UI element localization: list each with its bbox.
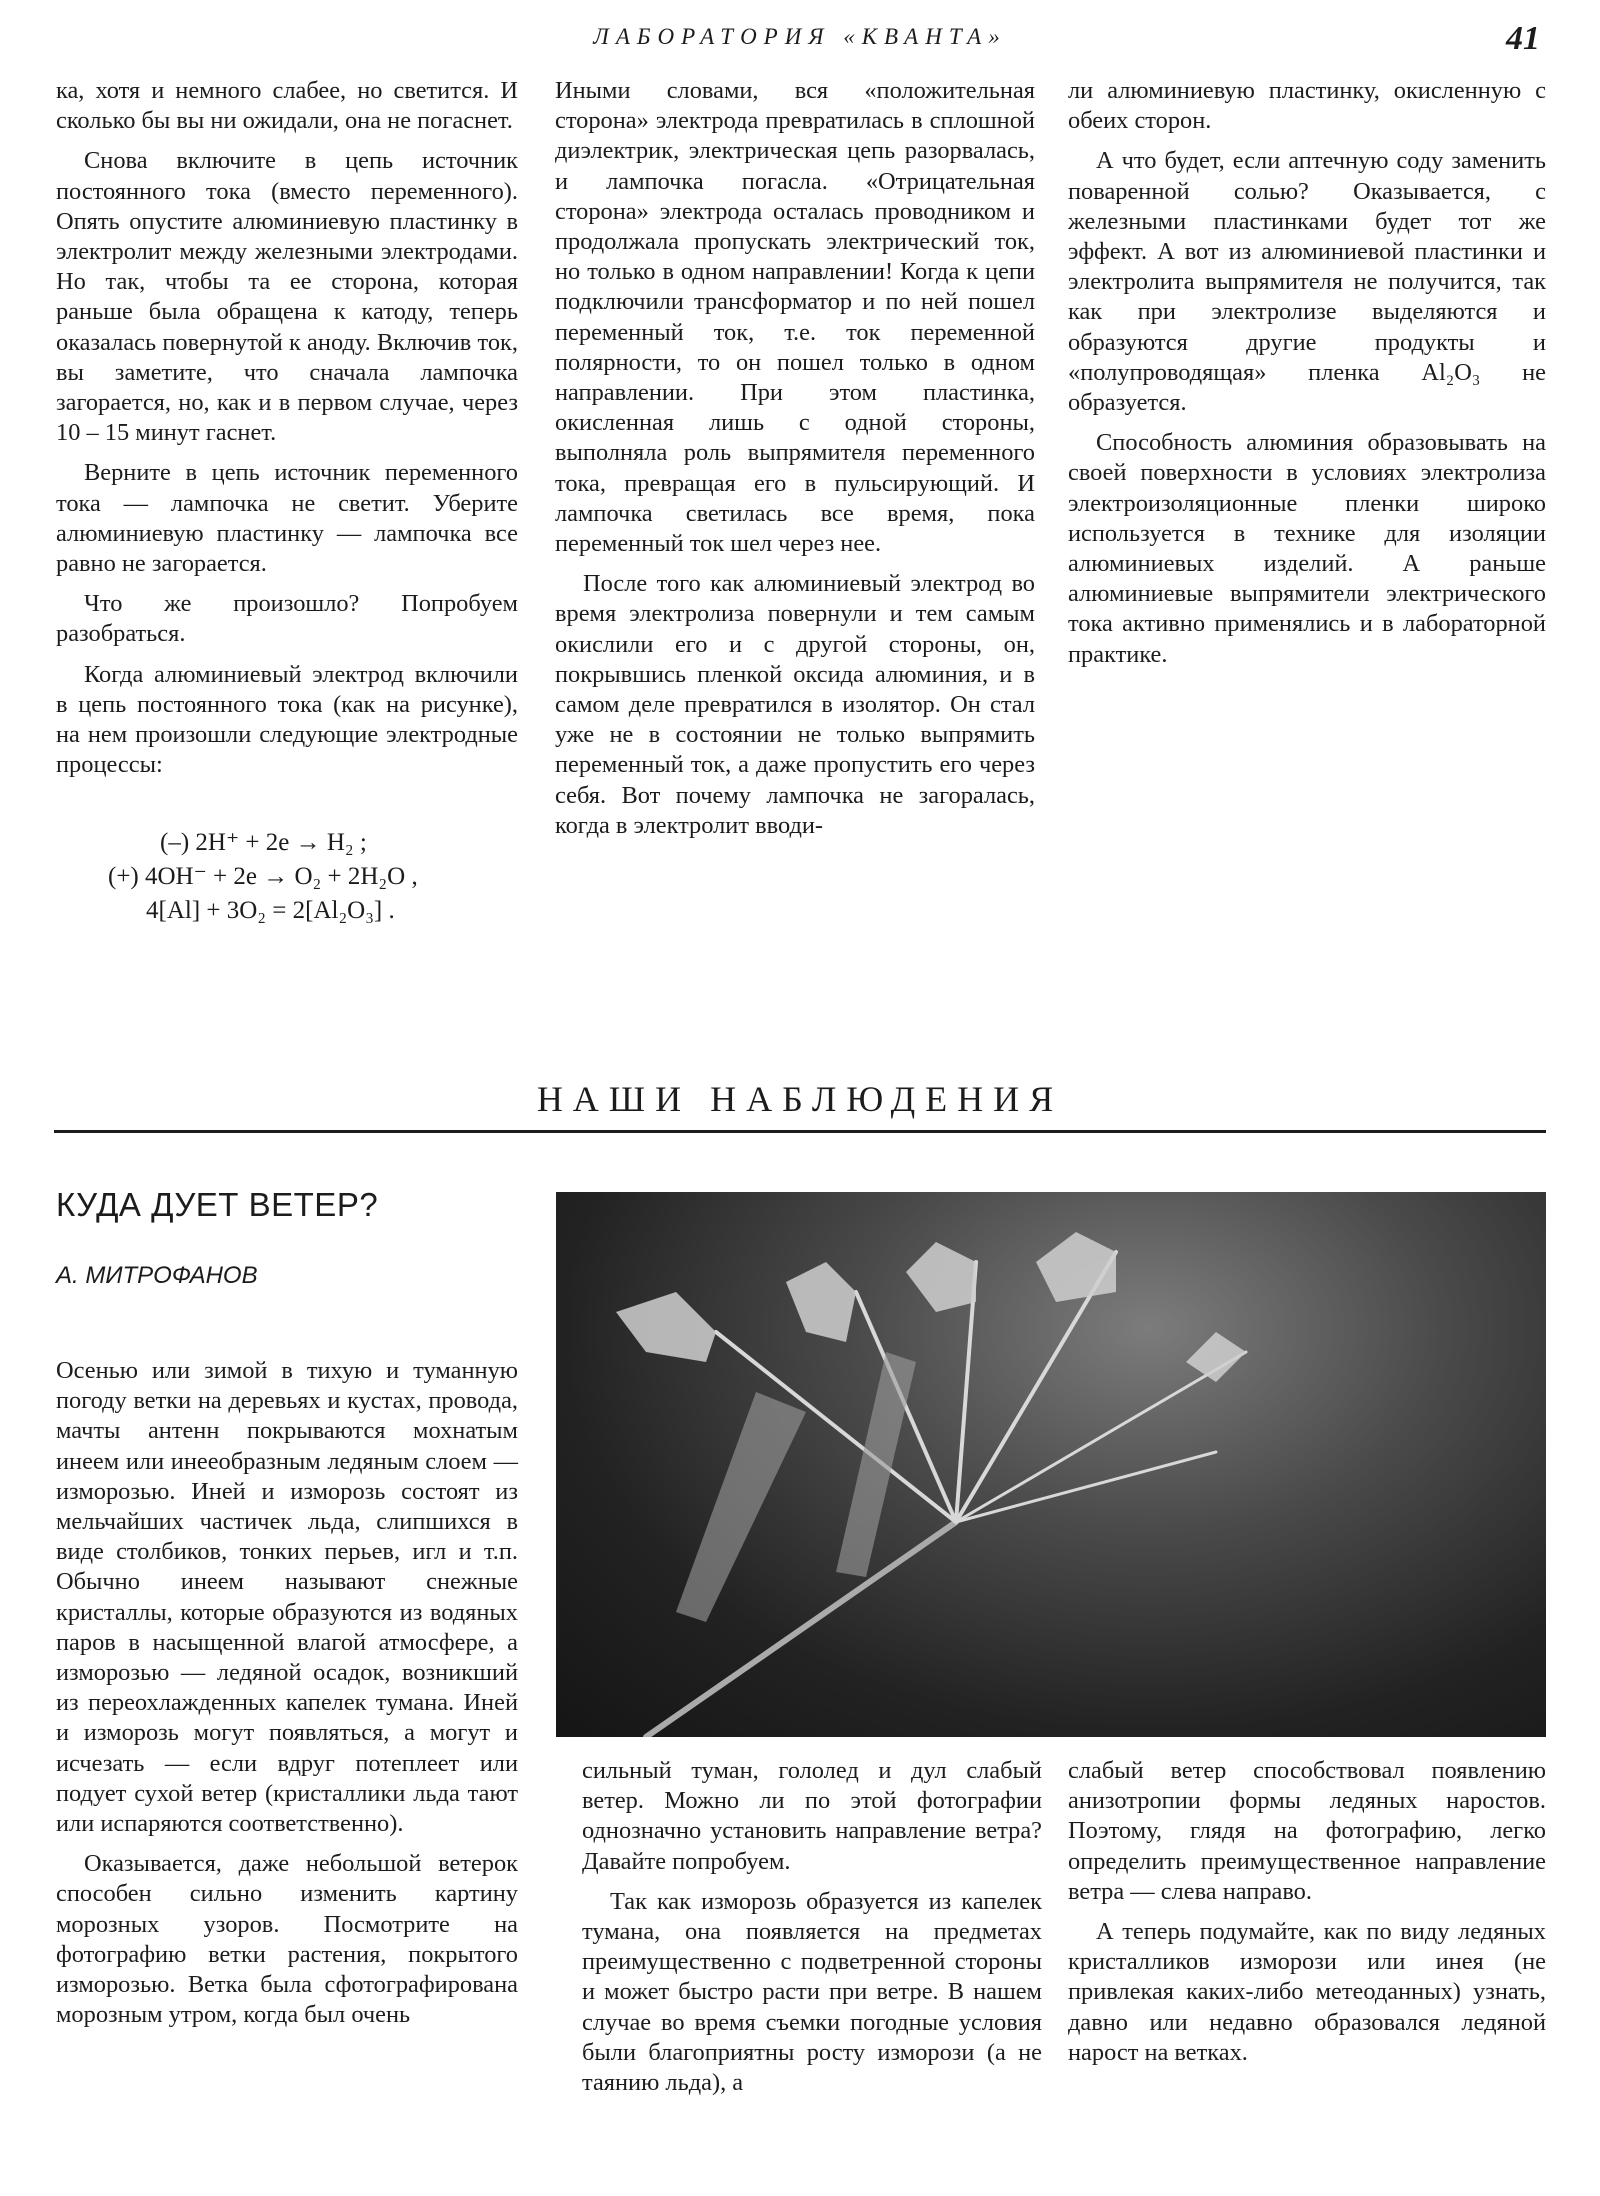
paragraph: Что же произошло? Попробуем разобраться. [56, 590, 518, 648]
paragraph: А теперь подумайте, как по виду ледяных кристалликов изморози или инея (не привлекая каких-либо метеоданных) узнать, давно или недавно образовался ледяной нарост на ветках. [1068, 1918, 1546, 2066]
article-column-2 [582, 1756, 1042, 2108]
paragraph: слабый ветер способствовал появлению анизотропии формы ледяных наростов. Поэтому, глядя на фотографию, легко определить преимущественное направление ветра — слева направо. [1068, 1757, 1546, 1905]
equation-anode: (+) 4OH⁻ + 2e → O₂ + 2H₂O , [108, 863, 418, 890]
page-number: 41 [1506, 20, 1540, 57]
frost-branch-illustration [556, 1192, 1546, 1737]
paragraph: Когда алюминиевый электрод включили в цепь постоянного тока (как на рисунке), на нем произошли следующие электродные процессы: [56, 660, 518, 779]
paragraph: ка, хотя и немного слабее, но светится. И сколько бы вы ни ожидали, она не погаснет. [56, 77, 518, 135]
section-title: НАШИ НАБЛЮДЕНИЯ [536, 1079, 1064, 1119]
paragraph: После того как алюминиевый электрод во время электролиза повернули и тем самым окислили его и с другой стороны, он, покрывшись пленкой оксида алюминия, и в самом деле превратился в изолятор. Он стал уже не в состоянии не только выпрямить переменный ток, а даже пропустить его через себя. Вот почему лампочка не загоралась, когда в электролит вводи- [555, 570, 1035, 839]
equation-cathode: (–) 2H⁺ + 2e → H₂ ; [160, 829, 367, 856]
article-column-1 [56, 1356, 518, 2040]
equation-oxidation: 4[Al] + 3O₂ = 2[Al₂O₃] . [146, 897, 395, 924]
reaction-equations [96, 826, 496, 928]
paragraph: сильный туман, гололед и дул слабый ветер. Можно ли по этой фотографии однозначно установить направление ветра? Давайте попробуем. [582, 1757, 1042, 1875]
article-title: КУДА ДУЕТ ВЕТЕР? [56, 1186, 379, 1223]
article-author: А. МИТРОФАНОВ [56, 1262, 258, 1289]
paragraph: ли алюминиевую пластинку, окисленную с обеих сторон. [1068, 77, 1546, 135]
frost-branch-photo [556, 1192, 1546, 1737]
section-divider [54, 1130, 1546, 1133]
running-header: ЛАБОРАТОРИЯ «КВАНТА» [593, 24, 1007, 49]
paragraph: Осенью или зимой в тихую и туманную погоду ветки на деревьях и кустах, провода, мачты антенн покрываются мохнатым инеем или инееобразным ледяным слоем — изморозью. Иней и изморозь состоят из мельчайших частичек льда, слипшихся в виде столбиков, тонких перьев, игл и т.п. Обычно инеем называют снежные кристаллы, которые образуются из водяных паров в насыщенной влагой атмосфере, а изморозью — ледяной осадок, возникший из переохлажденных капелек тумана. Иней и изморозь могут появляться, а могут и исчезать — если вдруг потеплеет или подует сухой ветер (кристаллики льда тают или испаряются соответственно). [56, 1357, 518, 1838]
top-article-column-1 [56, 76, 518, 790]
top-article-column-2 [555, 76, 1035, 851]
article-column-3 [1068, 1756, 1546, 2078]
paragraph: Так как изморозь образуется из капелек тумана, она появляется на предметах преимущественно с подветренной стороны и может быстро расти при ветре. В нашем случае во время съемки погодные условия были благоприятны росту изморози (а не таянию льда), а [582, 1887, 1042, 2097]
paragraph: А что будет, если аптечную соду заменить поваренной солью? Оказывается, с железными пластинками будет тот же эффект. А вот из алюминиевой пластинки и электролита выпрямителя не получится, так как при электролизе выделяются и образуются другие продукты и «полупроводящая» пленка Al₂O₃ не образуется. [1068, 147, 1546, 417]
paragraph: Иными словами, вся «положительная сторона» электрода превратилась в сплошной диэлектрик, электрическая цепь разорвалась, и лампочка погасла. «Отрицательная сторона» электрода осталась проводником и продолжала пропускать электрический ток, но только в одном направлении! Когда к цепи подключили трансформатор и по ней пошел переменный ток, т.е. ток переменной полярности, то он пошел только в одном направлении. При этом пластинка, окисленная лишь с одной стороны, выполняла роль выпрямителя переменного тока, превращая его в пульсирующий. И лампочка светилась все время, пока переменный ток шел через нее. [555, 77, 1035, 558]
top-article-column-3 [1068, 76, 1546, 680]
paragraph: Верните в цепь источник переменного тока — лампочка не светит. Уберите алюминиевую пластинку — лампочка все равно не загорается. [56, 459, 518, 578]
paragraph: Оказывается, даже небольшой ветерок способен сильно изменить картину морозных узоров. Посмотрите на фотографию ветки растения, покрытого изморозью. Ветка была сфотографирована морозным утром, когда был очень [56, 1850, 518, 2029]
paragraph: Снова включите в цепь источник постоянного тока (вместо переменного). Опять опустите алюминиевую пластинку в электролит между железными электродами. Но так, чтобы та ее сторона, которая раньше была обращена к катоду, теперь оказалась повернутой к аноду. Включив ток, вы заметите, что сначала лампочка загорается, но, как и в первом случае, через 10 – 15 минут гаснет. [56, 147, 518, 447]
paragraph: Способность алюминия образовывать на своей поверхности в условиях электролиза электроизоляционные пленки широко используется в технике для изоляции алюминиевых изделий. А раньше алюминиевые выпрямители электрического тока активно применялись и в лабораторной практике. [1068, 429, 1546, 668]
